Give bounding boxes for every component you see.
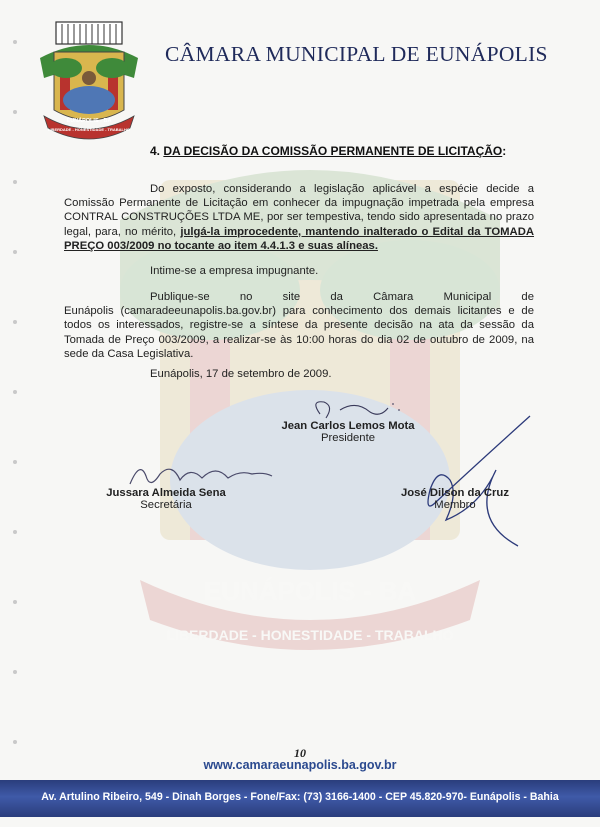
section-heading-colon: : [502, 144, 507, 158]
watermark-motto: LIBERDADE - HONESTIDADE - TRABALHO [166, 627, 454, 643]
secretary-signature [96, 487, 236, 511]
publication-text-start: Publique-se no site da Câmara Municipal de Eunápolis [64, 291, 534, 318]
crest-motto: LIBERDADE - HONESTIDADE - TRABALHO [48, 127, 130, 132]
notification-paragraph: Intime-se a empresa impugnante. [150, 265, 319, 277]
decision-text: Do exposto, considerando a legislação aplicável a espécie decide a Comissão Permanente de Licitação em conhecer da impugnação impetrada pela empresa CONTRAL CONSTRUÇÕES LTDA ME, por ser tempestiva, tendo sido apresentada no prazo legal, para, no mérito, [64, 183, 534, 238]
section-heading-text: DA DECISÃO DA COMISSÃO PERMANENTE DE LICITAÇÃO [163, 144, 503, 158]
member-signature [385, 487, 525, 511]
publication-text-rest: (camaradeeunapolis.ba.gov.br) para conhecimento dos demais licitantes e de todos os interessados, registre-se a síntese da presente decisão na ata da sessão da Tomada de Preço 003/2009, a realizar-se às 10:00 horas do dia 02 de outubro de 2009, na sede da Casa Legislativa. [64, 305, 534, 360]
crest-label: EUNÁPOLIS - BA [66, 118, 112, 124]
municipal-crest-logo [36, 18, 142, 146]
president-name: Jean Carlos Lemos Mota [281, 420, 415, 432]
date-line: Eunápolis, 17 de setembro de 2009. [150, 368, 332, 380]
section-number: 4. [150, 144, 161, 158]
member-role: Membro [434, 499, 476, 511]
publication-paragraph [64, 290, 534, 361]
president-role: Presidente [320, 432, 375, 444]
decision-ruling: julgá-la improcedente, mantendo inalterado o Edital da TOMADA PREÇO 003/2009 no tocante ao item 4.4.1.3 e suas alíneas. [64, 225, 535, 252]
section-heading [150, 144, 506, 158]
secretary-name: Jussara Almeida Sena [106, 487, 226, 499]
secretary-role: Secretária [140, 499, 192, 511]
president-signature [268, 420, 428, 444]
decision-paragraph [64, 182, 534, 253]
binder-holes [13, 0, 17, 827]
footer-website: www.camaraeunapolis.ba.gov.br [203, 758, 397, 772]
page-number: 10 [294, 746, 306, 760]
footer-address: Av. Artulino Ribeiro, 549 - Dinah Borges - Fone/Fax: (73) 3166-1400 - CEP 45.820-970- Eunápolis - Bahia [41, 791, 559, 803]
watermark-label: EUNÁPOLIS - BA [203, 576, 417, 606]
member-name: José Dilson da Cruz [401, 487, 509, 499]
institution-title: CÂMARA MUNICIPAL DE EUNÁPOLIS [165, 42, 548, 66]
